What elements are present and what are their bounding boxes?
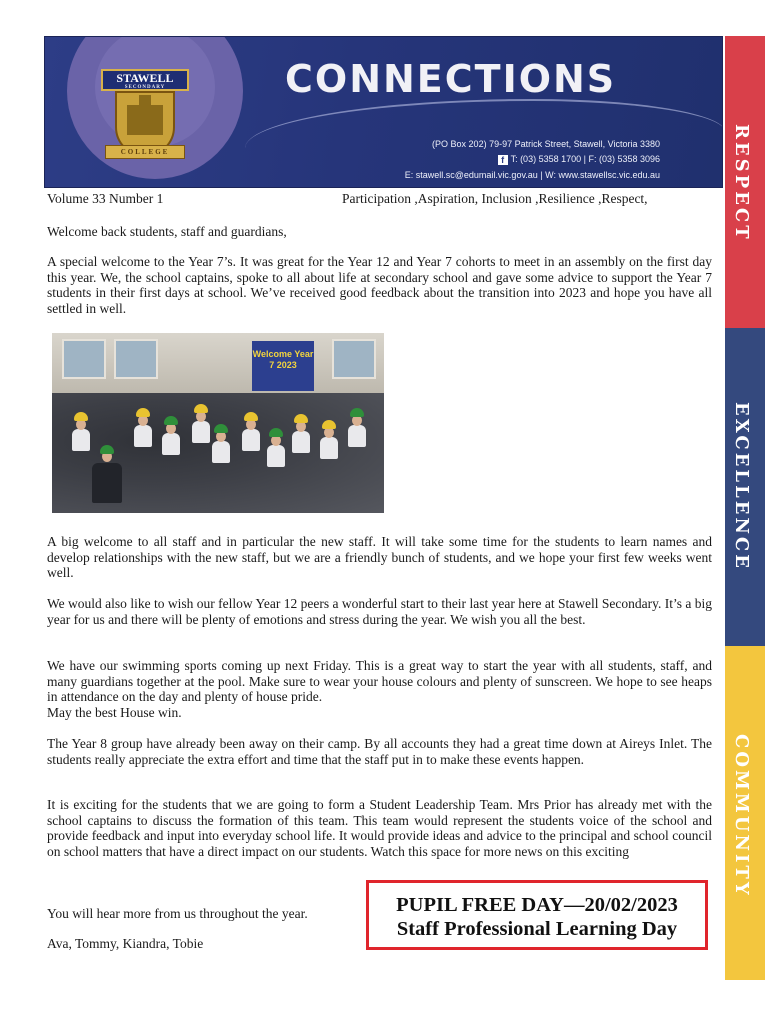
- welcome-poster: Welcome Year 7 2023: [252, 341, 314, 391]
- school-values-line: Participation ,Aspiration, Inclusion ,Resilience ,Respect,: [342, 191, 648, 206]
- newsletter-banner: [44, 36, 723, 188]
- student-hat: [322, 420, 336, 429]
- volume-number: Volume 33 Number 1: [47, 191, 164, 206]
- student: [292, 431, 310, 453]
- student-hat: [164, 416, 178, 425]
- newsletter-title: CONNECTIONS: [285, 57, 617, 101]
- student: [242, 429, 260, 451]
- student: [348, 425, 366, 447]
- photo-window: [114, 339, 158, 379]
- crest-base-ribbon: COLLEGE: [105, 145, 185, 159]
- student: [72, 429, 90, 451]
- paragraph-swimming-sports: [47, 658, 712, 720]
- school-address: (PO Box 202) 79-97 Patrick Street, Stawell, Victoria 3380: [432, 139, 660, 149]
- value-label-excellence: EXCELLENCE: [731, 402, 752, 571]
- school-crest-ribbon: [101, 69, 189, 91]
- greeting: Welcome back students, staff and guardians,: [47, 224, 287, 239]
- crest-sub: SECONDARY: [124, 85, 166, 90]
- paragraph-leadership-team: It is exciting for the students that we are going to form a Student Leadership Team. Mrs Prior has already met with the school captains to discuss the formation of this team. This team would represent the students voice of the school and provide feedback and input into everyday school life. It would provide ideas and advice to the principal and school council on school matters that have a direct impact on our students. Watch this space for more news on this exciting: [47, 797, 712, 859]
- student-hat: [269, 428, 283, 437]
- house-win-text: May the best House win.: [47, 704, 182, 720]
- assembly-photo: [52, 333, 384, 513]
- crest-building-icon: [127, 105, 163, 135]
- closing-line: You will hear more from us throughout the year.: [47, 906, 308, 921]
- value-strip-respect: [725, 36, 765, 328]
- phone-fax-text: T: (03) 5358 1700 | F: (03) 5358 3096: [510, 154, 660, 164]
- paragraph-staff-welcome: A big welcome to all staff and in particular the new staff. It will take some time for the students to learn names and develop relationships with the new staff, but we are a friendly bunch of students, and we hope your first few weeks went well.: [47, 534, 712, 580]
- photo-window: [332, 339, 376, 379]
- value-strip-community: [725, 646, 765, 980]
- student-hat: [294, 414, 308, 423]
- student-hat: [136, 408, 150, 417]
- school-email-web: E: stawell.sc@edumail.vic.gov.au | W: www.stawellsc.vic.edu.au: [404, 170, 660, 180]
- student-hat: [244, 412, 258, 421]
- student-hat: [100, 445, 114, 454]
- student: [92, 463, 122, 503]
- student: [192, 421, 210, 443]
- value-label-respect: RESPECT: [731, 124, 752, 242]
- value-label-community: COMMUNITY: [731, 734, 752, 898]
- crest-name: STAWELL: [116, 71, 174, 85]
- signoff-names: Ava, Tommy, Kiandra, Tobie: [47, 936, 204, 951]
- value-strip-excellence: [725, 328, 765, 646]
- student-hat: [74, 412, 88, 421]
- student-hat: [350, 408, 364, 417]
- pupil-free-day-notice: [366, 880, 708, 950]
- student-hat: [214, 424, 228, 433]
- paragraph-year8-camp: The Year 8 group have already been away on their camp. By all accounts they had a great time down at Aireys Inlet. The students really appreciate the extra effort and time that the staff put in to make these events happen.: [47, 736, 712, 767]
- facebook-icon: f: [498, 155, 508, 165]
- student: [162, 433, 180, 455]
- student: [134, 425, 152, 447]
- school-phone-fax: [498, 154, 660, 165]
- swimming-text: We have our swimming sports coming up next Friday. This is a great way to start the year with all students, staff, and many guardians together at the pool. Make sure to wear your house colours and plenty of sunscreen. We hope to see heaps in attendance on the day and plenty of house pride.: [47, 658, 712, 704]
- photo-window: [62, 339, 106, 379]
- student: [212, 441, 230, 463]
- notice-line-1: PUPIL FREE DAY—20/02/2023: [396, 894, 678, 916]
- student: [267, 445, 285, 467]
- student: [320, 437, 338, 459]
- notice-line-2: Staff Professional Learning Day: [396, 918, 678, 940]
- student-hat: [194, 404, 208, 413]
- paragraph-year12: We would also like to wish our fellow Year 12 peers a wonderful start to their last year here at Stawell Secondary. It’s a big year for us and there will be plenty of emotions and stress during the year. We wish you all the best.: [47, 596, 712, 627]
- paragraph-year7-welcome: A special welcome to the Year 7’s. It was great for the Year 12 and Year 7 cohorts to meet in an assembly on the first day this year. We, the school captains, spoke to all about life at secondary school and gave some advice to support the Year 7 students in their first days at school. We’ve received good feedback about the transition into 2023 and hope you have all settled in well.: [47, 254, 712, 316]
